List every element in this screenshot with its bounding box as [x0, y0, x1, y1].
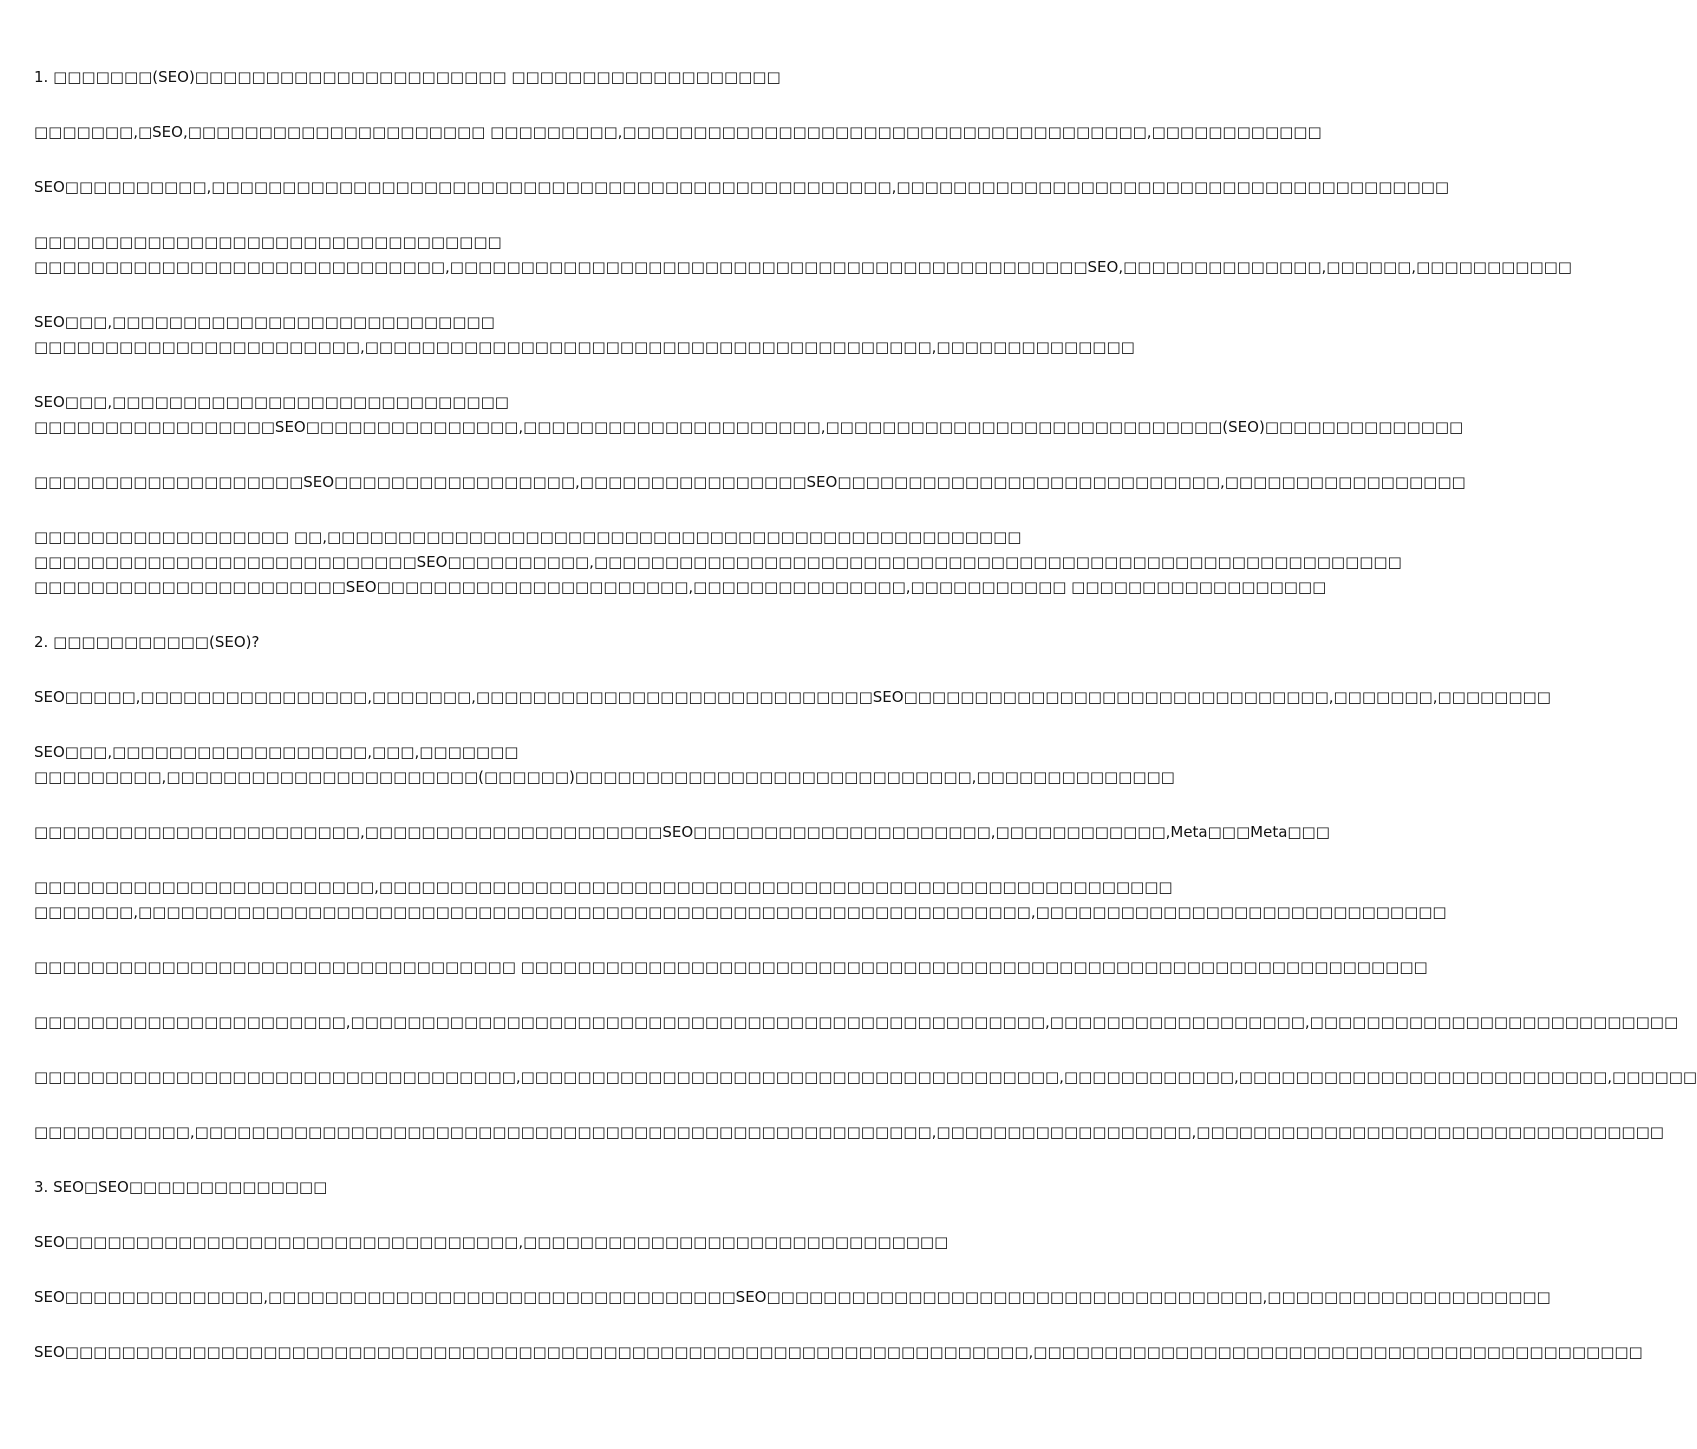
paragraph: [34, 525, 1402, 600]
paragraph-line: □□□□□□□□□□□□□□□□□□□□□□□□□□□□□□□□□□,□□□□□□□□□□□□□□□□□□□□□□□□□□□□□□□□□□□□□□,□□□□□□□□□□□□,□□□□□□□□□□□□□□□□□□□□□□□□□□,□□□□□□: [34, 1068, 1697, 1086]
paragraph-line: □□□□□□□□□□□□□□□□□□□□□□□□,□□□□□□□□□□□□□□□□□□□□□□□□□□□□□□□□□□□□□□□□□□□□□□□□□□□□□□□□: [34, 878, 1173, 896]
paragraph: [34, 1065, 1697, 1090]
paragraph-line: □□□□□□□□□□□□□□□□□□□□□□□□□□□SEO□□□□□□□□□□,□□□□□□□□□□□□□□□□□□□□□□□□□□□□□□□□□□□□□□□□□□□□□□□□□□□□□□□□□: [34, 553, 1402, 571]
paragraph-line: □□□□□□□□□□□□□□□□□□□SEO□□□□□□□□□□□□□□□□□,□□□□□□□□□□□□□□□□SEO□□□□□□□□□□□□□□□□□□□□□□□□□□□,□□□□□□□□□□□□□□□□□: [34, 473, 1466, 491]
paragraph-line: □□□□□□□,□□□□□□□□□□□□□□□□□□□□□□□□□□□□□□□□□□□□□□□□□□□□□□□□□□□□□□□□□□□□□□□,□□□□□□□□□□□□□□□□□□□□□□□□□□□□□: [34, 903, 1447, 921]
paragraph: [34, 230, 1572, 280]
paragraph-line: □□□□□□□□□□□□□□□□□□ □□,□□□□□□□□□□□□□□□□□□□□□□□□□□□□□□□□□□□□□□□□□□□□□□□□□: [34, 528, 1022, 546]
paragraph-line: □□□□□□□□□□□□□□□□□□□□□□□,□□□□□□□□□□□□□□□□□□□□□□□□□□□□□□□□□□□□□□□□,□□□□□□□□□□□□□□: [34, 338, 1135, 356]
paragraph-line: □□□□□□□□□□□□□□□□□□□□□□SEO□□□□□□□□□□□□□□□□□□□□□□,□□□□□□□□□□□□□□□,□□□□□□□□□□□ □□□□□□□□□□□□□□□□□□: [34, 578, 1327, 596]
section-heading: 2. □□□□□□□□□□□(SEO)?: [34, 633, 260, 651]
paragraph: [34, 1285, 1551, 1310]
paragraph-line: □□□□□□□□□□□□□□□□□□□□□□□□□□□□□□□□□□ □□□□□□□□□□□□□□□□□□□□□□□□□□□□□□□□□□□□□□□□□□□□□□□□□□□□□□□□□□□□□□□□: [34, 958, 1428, 976]
paragraph-line: □□□□□□□□□□□□□□□□□□□□□□,□□□□□□□□□□□□□□□□□□□□□□□□□□□□□□□□□□□□□□□□□□□□□□□□□,□□□□□□□□□□□□□□□□□□,□□□□□□□□□□□□□□□□□□□□□□□□□□: [34, 1013, 1679, 1031]
paragraph-line: SEO□□□,□□□□□□□□□□□□□□□□□□,□□□,□□□□□□□: [34, 743, 519, 761]
paragraph: [34, 1120, 1664, 1145]
paragraph-line: SEO□□□,□□□□□□□□□□□□□□□□□□□□□□□□□□□□: [34, 393, 509, 411]
paragraph-line: □□□□□□□□□□□□□□□□□□□□□□□□□□□□□□□□□: [34, 233, 502, 251]
paragraph: [34, 685, 1551, 710]
paragraph: [34, 875, 1447, 925]
paragraph-line: SEO□□□□□□□□□□,□□□□□□□□□□□□□□□□□□□□□□□□□□□□□□□□□□□□□□□□□□□□□□□□,□□□□□□□□□□□□□□□□□□□□□□□□□□□□□□□□□□□□□□□: [34, 178, 1450, 196]
paragraph: [34, 1010, 1679, 1035]
paragraph: [34, 1340, 1643, 1365]
section-heading: 1. □□□□□□□(SEO)□□□□□□□□□□□□□□□□□□□□□□ □□□□□□□□□□□□□□□□□□□: [34, 68, 781, 86]
paragraph-line: SEO□□□□□□□□□□□□□□□□□□□□□□□□□□□□□□□□,□□□□□□□□□□□□□□□□□□□□□□□□□□□□□□: [34, 1233, 949, 1251]
paragraph-line: □□□□□□□□□□□□□□□□□□□□□□□□□□□□□,□□□□□□□□□□□□□□□□□□□□□□□□□□□□□□□□□□□□□□□□□□□□□SEO,□□□□□□□□□□□□□□,□□□□□□,□□□□□□□□□□□: [34, 258, 1572, 276]
paragraph: [34, 390, 1464, 440]
paragraph-line: SEO□□□□□□□□□□□□□□,□□□□□□□□□□□□□□□□□□□□□□□□□□□□□□□□□SEO□□□□□□□□□□□□□□□□□□□□□□□□□□□□□□□□□□□,□□□□□□□□□□□□□□□□□□□□: [34, 1288, 1551, 1306]
paragraph-line: SEO□□□□□□□□□□□□□□□□□□□□□□□□□□□□□□□□□□□□□□□□□□□□□□□□□□□□□□□□□□□□□□□□□□□□,□□□□□□□□□□□□□□□□□□□□□□□□□□□□□□□□□□□□□□□□□□□: [34, 1343, 1643, 1361]
paragraph-line: □□□□□□□□□□□,□□□□□□□□□□□□□□□□□□□□□□□□□□□□□□□□□□□□□□□□□□□□□□□□□□□□,□□□□□□□□□□□□□□□□□□,□□□□□□□□□□□□□□□□□□□□□□□□□□□□□□□□□: [34, 1123, 1664, 1141]
paragraph-line: SEO□□□□□,□□□□□□□□□□□□□□□□,□□□□□□□,□□□□□□□□□□□□□□□□□□□□□□□□□□□□SEO□□□□□□□□□□□□□□□□□□□□□□□□□□□□□□,□□□□□□□,□□□□□□□□: [34, 688, 1551, 706]
paragraph: [34, 470, 1466, 495]
paragraph-line: SEO□□□,□□□□□□□□□□□□□□□□□□□□□□□□□□□: [34, 313, 495, 331]
paragraph: [34, 310, 1135, 360]
paragraph: [34, 820, 1330, 845]
document-body: [34, 65, 1697, 1395]
paragraph: [34, 1230, 990, 1255]
paragraph: [34, 120, 1322, 145]
paragraph-line: □□□□□□□,□SEO,□□□□□□□□□□□□□□□□□□□□□ □□□□□□□□□,□□□□□□□□□□□□□□□□□□□□□□□□□□□□□□□□□□□□□,□□□□□□□□□□□□: [34, 123, 1322, 141]
section-heading: 3. SEO□SEO□□□□□□□□□□□□□□: [34, 1178, 328, 1196]
paragraph-line: □□□□□□□□□,□□□□□□□□□□□□□□□□□□□□□□(□□□□□□)□□□□□□□□□□□□□□□□□□□□□□□□□□□□,□□□□□□□□□□□□□□: [34, 768, 1175, 786]
paragraph-line: □□□□□□□□□□□□□□□□□□□□□□□,□□□□□□□□□□□□□□□□□□□□□SEO□□□□□□□□□□□□□□□□□□□□□,□□□□□□□□□□□□,Meta□□□Meta□□□: [34, 823, 1330, 841]
paragraph: [34, 955, 1428, 980]
paragraph-line: □□□□□□□□□□□□□□□□□SEO□□□□□□□□□□□□□□□,□□□□□□□□□□□□□□□□□□□□□,□□□□□□□□□□□□□□□□□□□□□□□□□□□□(SEO)□□□□□□□□□□□□□□: [34, 418, 1464, 436]
paragraph: [34, 740, 1175, 790]
paragraph: [34, 175, 1450, 200]
